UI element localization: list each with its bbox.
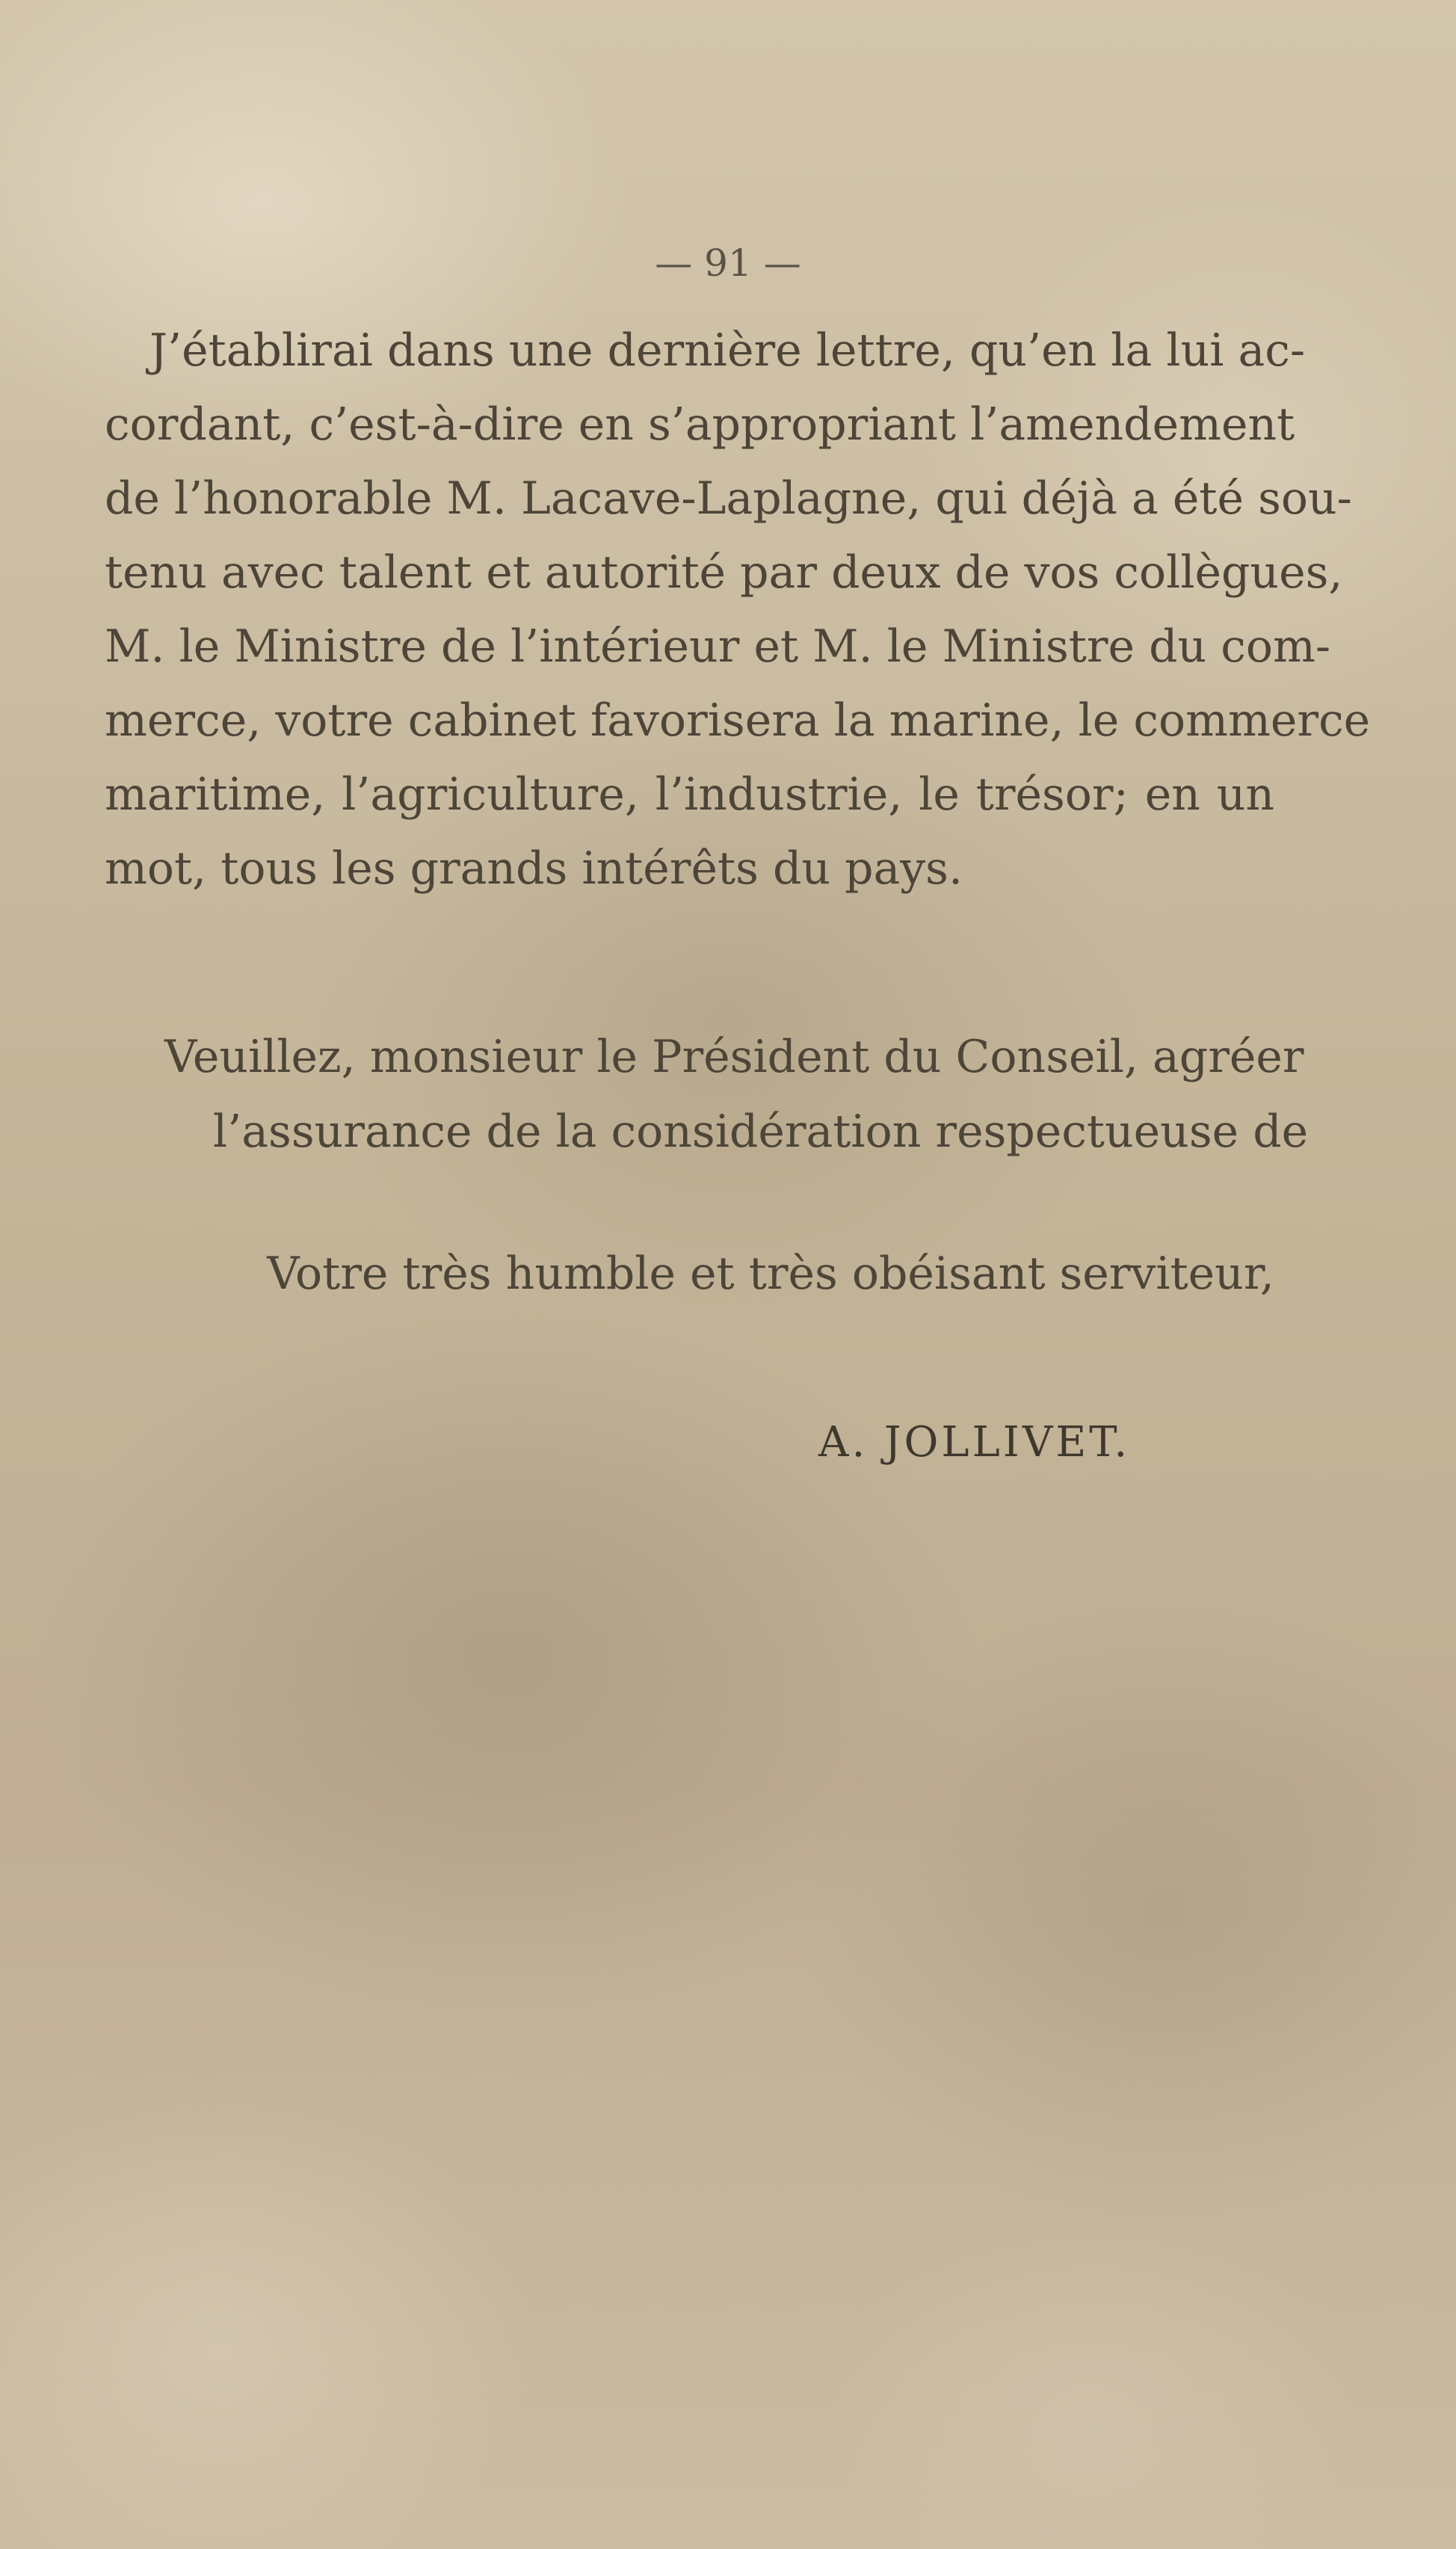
paragraph-line: merce, votre cabinet favorisera la marine, le commerce [105,694,1371,747]
paragraph-line: J’établirai dans une dernière lettre, qu’en la lui ac- [149,324,1306,377]
closing-line: Veuillez, monsieur le Président du Conseil, agréer [164,1031,1304,1083]
paragraph-line: cordant, c’est-à-dire en s’appropriant l’amendement [105,398,1295,451]
paragraph-line: tenu avec talent et autorité par deux de vos collègues, [105,546,1343,599]
closing-line: l’assurance de la considération respectueuse de [213,1106,1309,1158]
paragraph-line: M. le Ministre de l’intérieur et M. le Ministre du com- [105,620,1331,673]
signature: A. JOLLIVET. [818,1418,1131,1467]
letter-paragraph [105,314,1371,906]
closing-salutation: Votre très humble et très obéisant serviteur, [267,1248,1274,1300]
paragraph-line: maritime, l’agriculture, l’industrie, le trésor; en un [105,768,1274,821]
paragraph-line: de l’honorable M. Lacave-Laplagne, qui déjà a été sou- [105,472,1352,525]
page-number: — 91 — [655,241,801,285]
paragraph-line: mot, tous les grands intérêts du pays. [105,842,963,895]
